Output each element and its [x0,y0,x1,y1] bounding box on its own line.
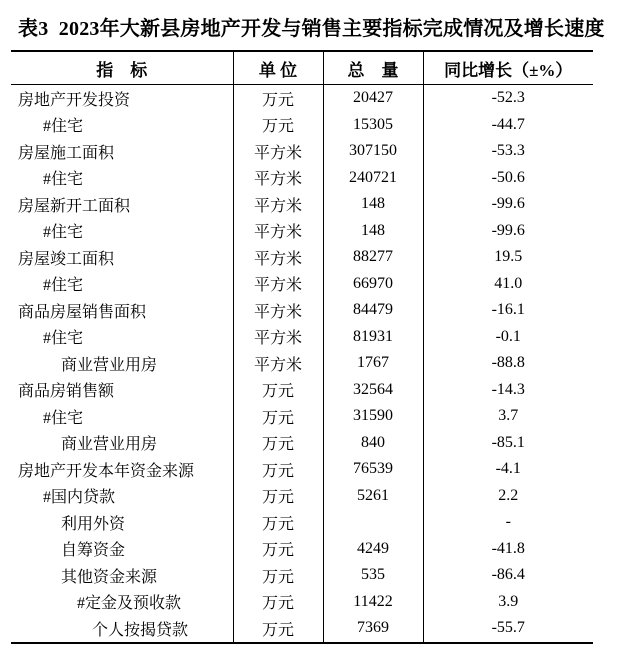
table-row [11,403,593,430]
table-row [11,244,593,271]
total-cell: 1767 [323,350,423,377]
indicator-cell: 自筹资金 [11,536,233,563]
table-row [11,218,593,245]
growth-cell: -44.7 [491,115,525,133]
total-cell: 535 [323,562,423,589]
growth-cell: -55.7 [491,619,525,637]
unit-cell: 万元 [233,430,323,457]
unit-cell: 平方米 [233,165,323,192]
growth-cell: -41.8 [491,539,525,557]
indicator-cell: 利用外资 [11,509,233,536]
table-row [11,615,593,643]
indicator-cell: #住宅 [11,165,233,192]
indicator-cell: #住宅 [11,218,233,245]
growth-cell: -85.1 [491,433,525,451]
indicator-cell: #住宅 [11,324,233,351]
growth-cell: 3.9 [498,592,519,610]
table-row [11,456,593,483]
unit-cell: 平方米 [233,350,323,377]
table-row [11,483,593,510]
indicator-cell: 房地产开发本年资金来源 [11,456,233,483]
table-row [11,377,593,404]
unit-cell: 万元 [233,403,323,430]
unit-cell: 万元 [233,483,323,510]
total-cell: 81931 [323,324,423,351]
unit-cell: 平方米 [233,244,323,271]
table-row [11,430,593,457]
growth-cell: -16.1 [491,301,525,319]
header-growth: 同比增长（±%） [423,51,593,85]
indicator-cell: 房地产开发投资 [11,85,233,112]
total-cell: 66970 [323,271,423,298]
growth-cell: -14.3 [491,380,525,398]
growth-cell: - [505,513,511,531]
table-row [11,350,593,377]
unit-cell: 平方米 [233,271,323,298]
total-cell: 7369 [323,615,423,643]
total-cell: 148 [323,218,423,245]
header-unit: 单 位 [233,51,323,85]
table-body [11,85,593,643]
growth-cell: 19.5 [494,248,523,266]
header-indicator: 指 标 [11,51,233,85]
table-row [11,85,593,112]
unit-cell: 万元 [233,377,323,404]
total-cell: 4249 [323,536,423,563]
indicator-cell: 房屋竣工面积 [11,244,233,271]
total-cell: 76539 [323,456,423,483]
unit-cell: 万元 [233,615,323,643]
statistics-table [11,50,593,644]
unit-cell: 万元 [233,509,323,536]
growth-cell: -88.8 [491,354,525,372]
growth-cell: -0.1 [495,327,521,345]
indicator-cell: 商业营业用房 [11,350,233,377]
growth-cell: -99.6 [491,195,525,213]
total-cell: 307150 [323,138,423,165]
growth-cell: -52.3 [491,89,525,107]
unit-cell: 平方米 [233,218,323,245]
growth-cell: 2.2 [498,486,519,504]
growth-cell: -99.6 [491,221,525,239]
unit-cell: 平方米 [233,324,323,351]
total-cell: 11422 [323,589,423,616]
indicator-cell: 房屋施工面积 [11,138,233,165]
table-row [11,271,593,298]
table-row [11,562,593,589]
indicator-cell: 房屋新开工面积 [11,191,233,218]
total-cell: 240721 [323,165,423,192]
unit-cell: 万元 [233,562,323,589]
header-row [11,51,593,85]
table-header [11,51,593,85]
unit-cell: 平方米 [233,191,323,218]
indicator-cell: #住宅 [11,271,233,298]
table-row [11,589,593,616]
indicator-cell: 其他资金来源 [11,562,233,589]
total-cell: 5261 [323,483,423,510]
unit-cell: 万元 [233,456,323,483]
growth-cell: -50.6 [491,168,525,186]
table-title: 表3 2023年大新县房地产开发与销售主要指标完成情况及增长速度 [18,18,605,40]
table-row [11,324,593,351]
total-cell [323,509,423,536]
total-cell: 15305 [323,112,423,139]
indicator-cell: #国内贷款 [11,483,233,510]
indicator-cell: #住宅 [11,112,233,139]
table-row [11,509,593,536]
indicator-cell: #定金及预收款 [11,589,233,616]
table-row [11,191,593,218]
table-row [11,536,593,563]
indicator-cell: 个人按揭贷款 [11,615,233,643]
indicator-cell: #住宅 [11,403,233,430]
unit-cell: 万元 [233,589,323,616]
indicator-cell: 商品房销售额 [11,377,233,404]
total-cell: 31590 [323,403,423,430]
table-row [11,138,593,165]
total-cell: 84479 [323,297,423,324]
table-row [11,297,593,324]
unit-cell: 万元 [233,85,323,112]
table-row [11,112,593,139]
total-cell: 20427 [323,85,423,112]
unit-cell: 平方米 [233,297,323,324]
total-cell: 148 [323,191,423,218]
unit-cell: 平方米 [233,138,323,165]
unit-cell: 万元 [233,536,323,563]
table-row [11,165,593,192]
growth-cell: -4.1 [495,460,521,478]
total-cell: 840 [323,430,423,457]
indicator-cell: 商品房屋销售面积 [11,297,233,324]
unit-cell: 万元 [233,112,323,139]
indicator-cell: 商业营业用房 [11,430,233,457]
growth-cell: 3.7 [498,407,519,425]
total-cell: 32564 [323,377,423,404]
header-total: 总 量 [323,51,423,85]
growth-cell: -86.4 [491,566,525,584]
total-cell: 88277 [323,244,423,271]
growth-cell: -53.3 [491,142,525,160]
growth-cell: 41.0 [494,274,523,292]
